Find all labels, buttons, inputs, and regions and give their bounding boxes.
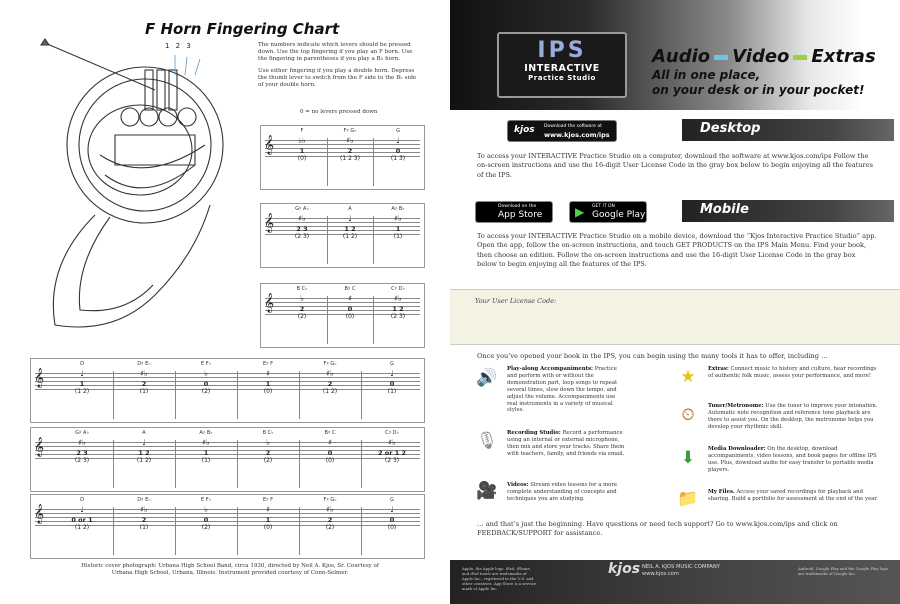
fingering-column: C♯ D♭ ♯♭ 2 or 1 2 (2 3) bbox=[377, 430, 407, 464]
tagline-line2: All in one place, bbox=[652, 68, 761, 82]
ips-logo-line1: INTERACTIVE bbox=[524, 63, 600, 74]
desktop-heading: Desktop bbox=[682, 119, 894, 141]
kjos-footer-logo: kjos bbox=[608, 561, 641, 577]
fingering-column: D♯ E♭ ♯♭ 2 (1) bbox=[137, 361, 151, 395]
ips-logo-line2: Practice Studio bbox=[528, 74, 596, 82]
ips-logo-mark: IPS bbox=[537, 38, 587, 63]
features-intro: Once you’ve opened your book in the IPS, you can begin using the many tools it has to offer, including … bbox=[477, 352, 828, 360]
fingering-chart-2 bbox=[260, 203, 425, 268]
app-store-main: App Store bbox=[498, 210, 543, 220]
fingering-column: E F♭ ♭ 0 (2) bbox=[201, 497, 211, 531]
fingering-column: F♯ G♭ ♯♭ 2 (2) bbox=[323, 497, 337, 531]
page-title: F Horn Fingering Chart bbox=[145, 20, 340, 38]
fingering-column: B♯ C ♯ 0 (0) bbox=[344, 286, 356, 320]
tagline-audio: Audio bbox=[652, 46, 711, 67]
fingering-chart-1 bbox=[260, 125, 425, 190]
ips-info-page bbox=[450, 0, 900, 604]
instruction-text: Use either fingering if you play a double horn. Depress the thumb lever to switch from the F side to the B♭ side of your double horn. bbox=[258, 67, 417, 89]
publisher-url: www.kjos.com bbox=[642, 571, 679, 577]
kjos-logo: kjos bbox=[514, 125, 535, 135]
feature-tuner-metronome: Tuner/Metronome: Use the tuner to improve your intonation. Automatic note recognition and reference tone playback are there to assist you. On the desktop, the metronome helps you develop your rhythmic skill. bbox=[708, 403, 878, 430]
tagline-extras: Extras bbox=[811, 46, 876, 67]
fingering-column: D♯ E♭ ♯♭ 2 (1) bbox=[137, 497, 151, 531]
download-badge-url: www.kjos.com/ips bbox=[544, 131, 610, 139]
treble-clef-icon: 𝄞 bbox=[264, 213, 275, 233]
legend-note: 0 = no levers pressed down bbox=[300, 109, 378, 115]
instructions bbox=[258, 42, 423, 93]
fingering-column: G ♩ 0 (1 3) bbox=[390, 128, 406, 162]
folder-icon: 📁 bbox=[677, 489, 699, 509]
speaker-icon: 🔊 bbox=[476, 368, 498, 388]
metronome-icon: ⏲ bbox=[681, 405, 695, 425]
separator-bar bbox=[793, 55, 807, 60]
fingering-column: D ♩ 1 (1 2) bbox=[74, 361, 90, 395]
feature-videos: Videos: Stream video lessons for a more complete understanding of concepts and techniques you are studying. bbox=[507, 482, 617, 502]
separator-bar bbox=[714, 55, 728, 60]
fingering-chart-3 bbox=[260, 283, 425, 348]
instruction-text: The numbers indicate which levers should be pressed down. Use the top fingering if you play an F horn. Use the fingering in parentheses if you play a B♭ horn. bbox=[258, 42, 413, 63]
fingering-column: E♯ F ♯ 1 (0) bbox=[262, 361, 274, 395]
feature-my-files: My Files. Access your saved recordings for playback and sharing. Build a portfolio for assessment at the end of the year. bbox=[708, 489, 878, 502]
valve-numbers: 1 2 3 bbox=[165, 42, 193, 50]
play-icon: ▶ bbox=[575, 205, 585, 219]
star-icon: ★ bbox=[680, 367, 696, 387]
fingering-column: F♯ G♭ ♯♭ 2 (1 2) bbox=[322, 361, 338, 395]
fingering-column: G♯ A♭ ♯♭ 2 3 (2 3) bbox=[294, 206, 310, 240]
fingering-column: A ♩ 1 2 (1 2) bbox=[136, 430, 152, 464]
feature-accompaniments: Play-along Accompaniments: Practice and perform with or without the demonstration part, loop songs to repeat several times, slow down the tempo, and adjust the volume. Accompaniments use real instruments in a variety of musical styles. bbox=[507, 366, 618, 414]
treble-clef-icon: 𝄞 bbox=[34, 504, 45, 524]
google-play-badge[interactable] bbox=[569, 201, 647, 223]
fingering-column: E F♭ ♭ 0 (2) bbox=[201, 361, 211, 395]
treble-clef-icon: 𝄞 bbox=[264, 135, 275, 155]
download-icon: ⬇ bbox=[680, 448, 696, 468]
tagline-line3: on your desk or in your pocket! bbox=[652, 83, 865, 97]
french-horn-illustration bbox=[35, 35, 250, 355]
fingering-column: A ♩ 1 2 (1 2) bbox=[342, 206, 358, 240]
fingering-column: D ♩ 0 or 1 (1 2) bbox=[71, 497, 93, 531]
fingering-column: A♯ B♭ ♯♭ 1 (1) bbox=[199, 430, 213, 464]
fingering-column: B C♭ ♭ 2 (2) bbox=[296, 286, 308, 320]
feature-extras: Extras: Connect music to history and culture, hear recordings of authentic folk music, assess your performance, and more! bbox=[708, 366, 877, 379]
ips-logo bbox=[497, 32, 627, 98]
tagline bbox=[652, 46, 876, 98]
download-software-button[interactable] bbox=[507, 120, 617, 142]
mobile-heading: Mobile bbox=[682, 200, 894, 222]
fingering-column: A♯ B♭ ♯♭ 1 (1) bbox=[391, 206, 405, 240]
feature-media-downloader: Media Downloader: On the desktop, download accompaniments, video lessons, and book pages for offline IPS use. Plus, download audio for easy transfer to portable media players. bbox=[708, 446, 877, 473]
license-code-box bbox=[450, 289, 900, 345]
fingering-chart-5 bbox=[30, 427, 425, 492]
fingering-column: G ♩ 0 (0) bbox=[387, 497, 397, 531]
fingering-column: G♯ A♭ ♯♭ 2 3 (2 3) bbox=[74, 430, 90, 464]
treble-clef-icon: 𝄞 bbox=[34, 368, 45, 388]
google-trademark-note: Android, Google Play and the Google Play logo are trademarks of Google Inc. bbox=[798, 566, 888, 576]
google-play-small: GET IT ON bbox=[592, 204, 615, 209]
fingering-column: B♯ C ♯ 0 (0) bbox=[324, 430, 336, 464]
app-store-small: Download on the bbox=[498, 204, 537, 209]
app-store-badge[interactable] bbox=[475, 201, 553, 223]
apple-trademark-note: Apple, the Apple logo, iPad, iPhone, and iPod touch are trademarks of Apple Inc., registered in the U.S. and other countries. App Store is a service mark of Apple Inc. bbox=[462, 566, 537, 591]
fingering-column: E♯ F ♯ 1 (0) bbox=[262, 497, 274, 531]
mobile-text: To access your INTERACTIVE Practice Studio on a mobile device, download the “Kjos Interactive Practice Studio” app. Open the app, follow the on-screen instructions, and touch GET PRODUCTS on the IPS Main Menu. Find your book, then choose an edition. Follow the on-screen instructions and use the 16-digit User License Code in the gray box below to begin enjoying all the features of the IPS. bbox=[477, 232, 877, 269]
publisher-info bbox=[642, 564, 720, 578]
license-label: Your User License Code: bbox=[475, 297, 557, 305]
fingering-column: C♯ D♭ ♯♭ 1 2 (2 3) bbox=[390, 286, 406, 320]
microphone-icon: 🎙 bbox=[476, 431, 498, 451]
google-play-main: Google Play bbox=[592, 210, 646, 220]
fingering-column: B C♭ ♭ 2 (2) bbox=[262, 430, 274, 464]
support-text: … and that’s just the beginning. Have questions or need tech support? Go to www.kjos.com/ips and click on FEEDBACK/SUPPORT for assistance. bbox=[477, 520, 838, 538]
fingering-column: F♯ G♭ ♯♭ 2 (1 2 3) bbox=[340, 128, 360, 162]
treble-clef-icon: 𝄞 bbox=[34, 437, 45, 457]
tagline-video: Video bbox=[732, 46, 790, 67]
desktop-text: To access your INTERACTIVE Practice Studio on a computer, download the software at www.kjos.com/ips Follow the on-screen instructions and use the 16-digit User License Code in the gray box below to begin enjoying all the features of the IPS. bbox=[477, 152, 874, 179]
photo-caption: Historic cover photograph: Urbana High School Band, circa 1930, directed by Neil A. Kjos, Sr. Courtesy of Urbana High School, Urbana, Illinois. Instrument provided courtesy of Conn-Selmer. bbox=[81, 563, 379, 576]
video-camera-icon: 🎥 bbox=[476, 481, 498, 501]
download-badge-small: Download the software at bbox=[544, 124, 602, 129]
feature-recording-studio: Recording Studio: Record a performance using an internal or external microphone, then mix and store your tracks. Share them with teachers, family, and friends via email. bbox=[507, 430, 625, 457]
fingering-column: F ♭♭ 1 (0) bbox=[297, 128, 307, 162]
fingering-chart-4 bbox=[30, 358, 425, 423]
fingering-column: G ♩ 0 (1) bbox=[387, 361, 397, 395]
publisher-name: NEIL A. KJOS MUSIC COMPANY bbox=[642, 564, 720, 570]
fingering-chart-6 bbox=[30, 494, 425, 559]
treble-clef-icon: 𝄞 bbox=[264, 293, 275, 313]
